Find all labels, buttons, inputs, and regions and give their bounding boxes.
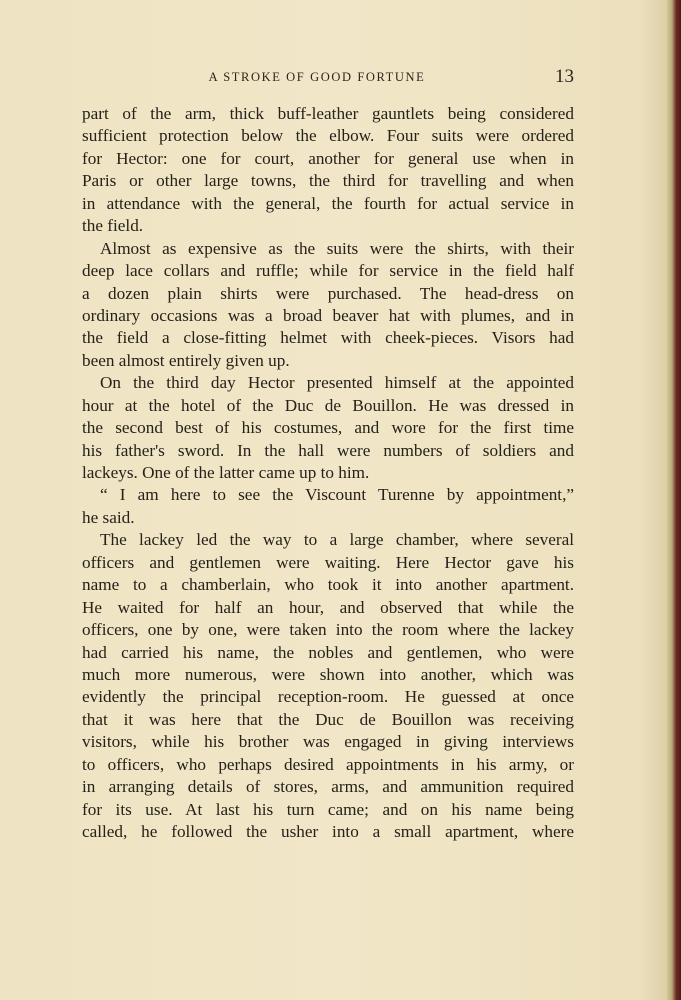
text-line: lackeys. One of the latter came up to him. [82,463,370,482]
text-line: officers and gentlemen were waiting. Here Hector gave his [82,552,574,572]
page-number: 13 [555,66,574,87]
text-line: ordinary occasions was a broad beaver hat with plumes, and in [82,305,574,325]
text-line: evidently the principal reception-room. He guessed at once [82,687,574,707]
page-edge [667,0,681,1000]
text-line: “ I am here to see the Viscount Turenne by appointment,” [100,485,574,505]
text-line: in attendance with the general, the fourth for actual service in [82,193,574,213]
text-line: officers, one by one, were taken into the room where the lackey [82,620,574,640]
text-line: name to a chamberlain, who took it into another apartment. [82,575,574,595]
text-line: The lackey led the way to a large chamber, where several [100,530,574,550]
text-line: the field a close-fitting helmet with cheek-pieces. Visors had [82,328,574,348]
text-line: called, he followed the usher into a small apartment, where [82,822,574,841]
text-line: had carried his name, the nobles and gentlemen, who were [82,642,574,662]
page-header [82,66,574,92]
text-line: He waited for half an hour, and observed that while the [82,597,574,617]
text-line: On the third day Hector presented himself at the appointed [100,373,574,393]
text-line: the field. [82,216,144,236]
body-text [82,103,574,843]
text-line: Paris or other large towns, the third for travelling and when [82,171,574,191]
text-line: part of the arm, thick buff-leather gauntlets being considered [82,104,574,123]
text-line: been almost entirely given up. [82,350,290,370]
text-line: a dozen plain shirts were purchased. The head-dress on [82,283,574,303]
text-line: for its use. At last his turn came; and on his name being [82,799,574,819]
text-line: he said. [82,507,135,527]
text-line: for Hector: one for court, another for general use when in [82,148,574,168]
text-line: to officers, who perhaps desired appointments in his army, or [82,754,574,774]
text-line: that it was here that the Duc de Bouillon was receiving [82,709,574,729]
text-line: in arranging details of stores, arms, and ammunition required [82,777,574,797]
text-line: the second best of his costumes, and wore for the first time [82,418,574,438]
running-title: A STROKE OF GOOD FORTUNE [208,70,426,84]
text-line: hour at the hotel of the Duc de Bouillon. He was dressed in [82,395,574,415]
text-line: sufficient protection below the elbow. Four suits were ordered [82,126,574,146]
text-line: much more numerous, were shown into another, which was [82,664,574,684]
text-line: his father's sword. In the hall were numbers of soldiers and [82,440,574,460]
text-line: visitors, while his brother was engaged in giving interviews [82,732,574,752]
text-line: deep lace collars and ruffle; while for service in the field half [82,261,574,281]
text-line: Almost as expensive as the suits were the shirts, with their [100,238,574,258]
